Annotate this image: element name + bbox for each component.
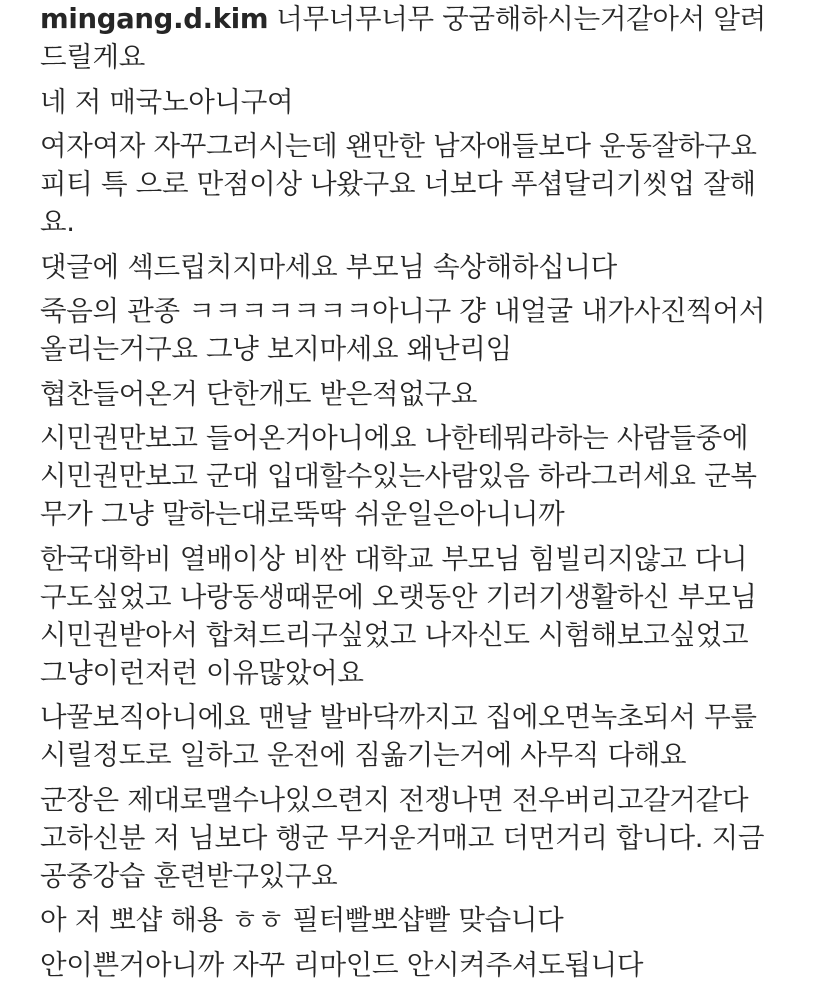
caption-line — [40, 698, 820, 736]
caption-line — [40, 83, 820, 121]
caption-line — [40, 330, 820, 368]
caption-text: 시민권만보고 군대 입대할수있는사람있음 하라그러세요 군복 — [40, 460, 757, 492]
caption-text: 여자여자 자꾸그러시는데 왠만한 남자애들보다 운동잘하구요 — [40, 130, 757, 162]
caption-line — [40, 127, 820, 165]
caption-text: 고하신분 저 님보다 행군 무거운거매고 더먼거리 합니다. 지금 — [40, 821, 765, 854]
caption-text: 공중강습 훈련받구있구요 — [40, 859, 338, 892]
caption-line — [40, 165, 820, 203]
caption-line — [40, 0, 820, 38]
caption-text: 시민권만보고 들어온거아니에요 나한테뭐라하는 사람들중에 — [40, 422, 749, 454]
caption-paragraph — [40, 292, 820, 368]
caption-paragraph — [40, 946, 820, 984]
caption-paragraph — [40, 419, 820, 533]
caption-text: 너무너무너무 궁굼해하시는거같아서 알려 — [276, 3, 766, 35]
caption-line — [40, 616, 820, 654]
caption-text: 한국대학비 열배이상 비싼 대학교 부모님 힘빌리지않고 다니 — [40, 542, 748, 575]
caption-text: 죽음의 관종 ㅋㅋㅋㅋㅋㅋㅋ아니구 걍 내얼굴 내가사진찍어서 — [40, 295, 766, 327]
username-link[interactable]: mingang.d.kim — [40, 3, 269, 35]
caption-line — [40, 781, 820, 819]
caption-line — [40, 248, 820, 286]
caption-paragraph — [40, 375, 820, 413]
caption-line — [40, 457, 820, 495]
caption-text: 아 저 뽀샵 해용 ㅎㅎ 필터빨뽀샵빨 맞습니다 — [40, 904, 564, 936]
caption-text: 무가 그냥 말하는대로뚝딱 쉬운일은아니니까 — [40, 498, 565, 530]
caption-paragraph — [40, 0, 820, 76]
caption-text: 시릴정도로 일하고 운전에 짐옮기는거에 사무직 다해요 — [40, 739, 687, 771]
caption-line — [40, 292, 820, 330]
caption-text: 올리는거구요 그냥 보지마세요 왜난리임 — [40, 333, 512, 365]
caption-line — [40, 540, 820, 578]
caption-text: 드릴게요 — [40, 41, 146, 73]
caption-text: 나꿀보직아니에요 맨날 발바닥까지고 집에오면녹초되서 무릎 — [40, 701, 757, 733]
caption-paragraph — [40, 901, 820, 939]
caption-line — [40, 578, 820, 616]
caption-text: 그냥이런저런 이유많았어요 — [40, 656, 364, 689]
caption-paragraph — [40, 781, 820, 895]
caption-line — [40, 946, 820, 984]
caption-line — [40, 901, 820, 939]
caption-line — [40, 375, 820, 413]
caption-line — [40, 495, 820, 533]
caption-paragraph — [40, 83, 820, 121]
caption-line — [40, 38, 820, 76]
caption-line — [40, 819, 820, 857]
caption-text: 협찬들어온거 단한개도 받은적없구요 — [40, 377, 478, 410]
caption-text: 댓글에 섹드립치지마세요 부모님 속상해하십니다 — [40, 250, 617, 283]
caption-text: 구도싶었고 나랑동생때문에 오랫동안 기러기생활하신 부모님 — [40, 580, 757, 613]
caption-paragraph — [40, 698, 820, 774]
caption-line — [40, 654, 820, 692]
caption-paragraph — [40, 127, 820, 241]
caption-line — [40, 736, 820, 774]
post-caption — [40, 0, 820, 990]
caption-text: 요. — [40, 206, 75, 238]
caption-text: 네 저 매국노아니구여 — [40, 85, 294, 118]
caption-text: 군장은 제대로맬수나있으련지 전쟁나면 전우버리고갈거같다 — [40, 783, 749, 816]
caption-text: 안이쁜거아니까 자꾸 리마인드 안시켜주셔도됩니다 — [40, 948, 644, 981]
caption-text: 피티 특 으로 만점이상 나왔구요 너보다 푸셥달리기씻업 잘해 — [40, 168, 756, 200]
caption-line — [40, 203, 820, 241]
caption-paragraph — [40, 248, 820, 286]
caption-text: 시민권받아서 합쳐드리구싶었고 나자신도 시험해보고싶었고 — [40, 618, 749, 651]
caption-paragraph — [40, 540, 820, 692]
caption-line — [40, 419, 820, 457]
caption-line — [40, 857, 820, 895]
